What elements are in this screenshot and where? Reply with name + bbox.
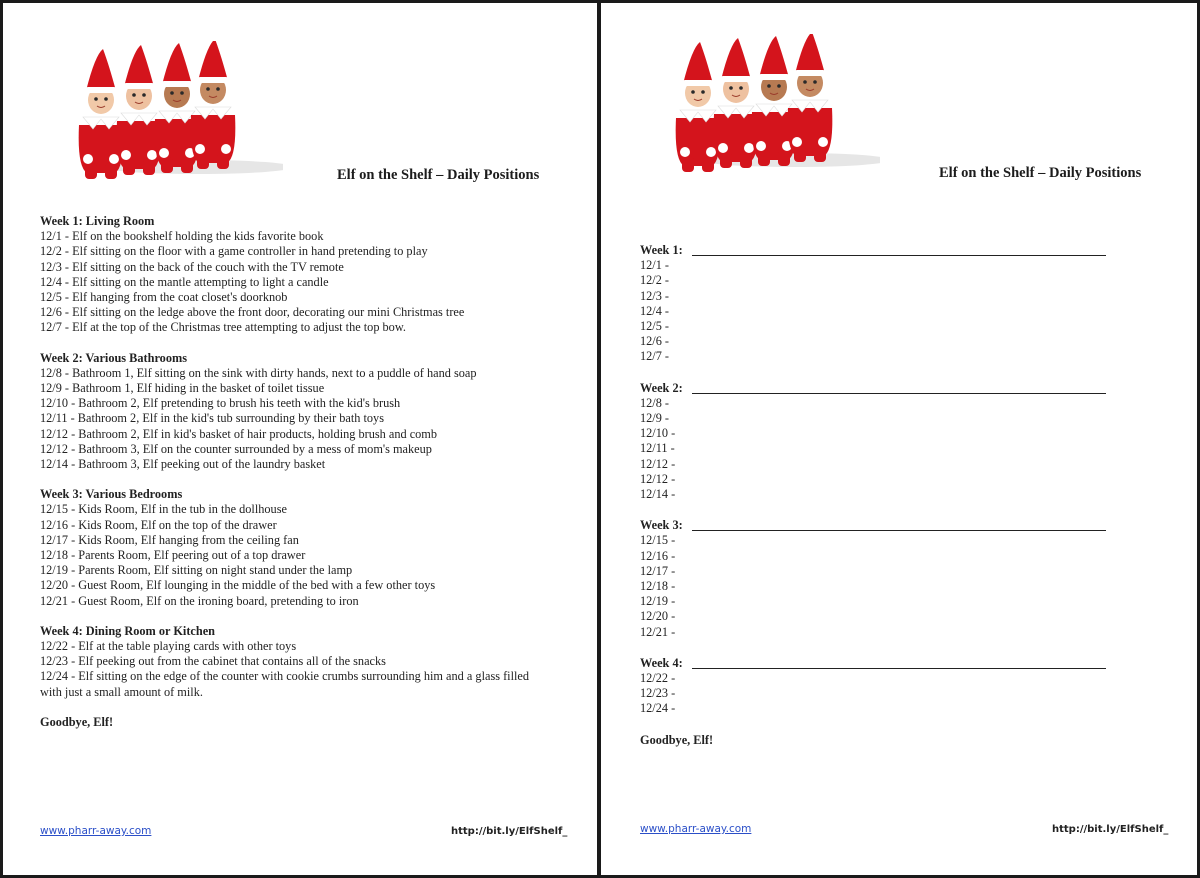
list-item: 12/17 - Kids Room, Elf hanging from the ceiling fan: [40, 532, 299, 547]
elf-hat: [759, 36, 789, 78]
week-heading: Week 3:: [640, 518, 1140, 533]
footer-website-link[interactable]: www.pharr-away.com: [40, 825, 152, 837]
elf-leg: [740, 152, 752, 168]
elf-eye: [767, 84, 771, 88]
elf-leg: [778, 150, 790, 166]
elf-eye: [142, 93, 146, 97]
elf-eye: [94, 97, 98, 101]
elf-eye: [180, 91, 184, 95]
elf-hat-brim: [161, 81, 193, 87]
closing-text: Goodbye, Elf!: [40, 714, 114, 729]
week-section: [640, 518, 1140, 640]
elf-hat-brim: [123, 83, 155, 89]
list-item: 12/4 -: [640, 303, 670, 318]
week-heading: Week 2:: [640, 381, 1140, 396]
elf-glove: [147, 150, 157, 160]
elf-leg: [794, 146, 806, 162]
elf-glove: [706, 147, 716, 157]
week-section: [40, 351, 550, 473]
elf-leg: [814, 146, 826, 162]
elves-group-image: [670, 34, 880, 176]
list-item: 12/8 - Bathroom 1, Elf sitting on the sink with dirty hands, next to a puddle of hand soap: [40, 365, 477, 380]
footer-website-link[interactable]: www.pharr-away.com: [640, 823, 752, 835]
elf-figure: [752, 36, 797, 166]
elf-eye: [701, 90, 705, 94]
elves-group-image: [73, 41, 283, 183]
list-item: 12/2 -: [640, 273, 670, 288]
elf-eye: [170, 91, 174, 95]
list-item: 12/18 -: [640, 579, 676, 594]
elf-eye: [216, 87, 220, 91]
fill-in-line[interactable]: [692, 530, 1106, 531]
list-item: 12/20 - Guest Room, Elf lounging in the middle of the bed with a few other toys: [40, 578, 436, 593]
list-item: 12/3 - Elf sitting on the back of the couch with the TV remote: [40, 259, 344, 274]
list-item: 12/2 - Elf sitting on the floor with a game controller in hand pretending to play: [40, 244, 428, 259]
elf-figure: [155, 43, 200, 173]
elf-figure: [191, 41, 236, 169]
list-item: 12/12 -: [640, 456, 676, 471]
list-item: 12/11 - Bathroom 2, Elf in the kid's tub surrounding by their bath toys: [40, 411, 384, 426]
elf-hat-brim: [758, 74, 790, 80]
elf-leg: [702, 156, 714, 172]
list-item: 12/21 -: [640, 624, 676, 639]
closing-text: Goodbye, Elf!: [640, 732, 714, 747]
list-item: 12/22 - Elf at the table playing cards with other toys: [40, 639, 297, 654]
list-item: 12/5 - Elf hanging from the coat closet's doorknob: [40, 290, 288, 305]
elf-leg: [720, 152, 732, 168]
elf-glove: [121, 150, 131, 160]
elf-leg: [758, 150, 770, 166]
footer-short-url: http://bit.ly/ElfShelf_: [1052, 824, 1169, 835]
elf-leg: [181, 157, 193, 173]
elf-glove: [792, 137, 802, 147]
elf-hat: [86, 49, 116, 91]
elf-glove: [818, 137, 828, 147]
elf-figure: [676, 42, 721, 172]
elf-leg: [682, 156, 694, 172]
fill-in-line[interactable]: [692, 668, 1106, 669]
week-section: [640, 243, 1140, 365]
list-item: 12/15 -: [640, 533, 676, 548]
fill-in-line[interactable]: [692, 393, 1106, 394]
elf-hat: [683, 42, 713, 84]
list-item: 12/6 - Elf sitting on the ledge above the front door, decorating our mini Christmas tree: [40, 305, 465, 320]
list-item: 12/12 - Bathroom 3, Elf on the counter surrounded by a mess of mom's makeup: [40, 441, 432, 456]
elf-glove: [718, 143, 728, 153]
elf-glove: [680, 147, 690, 157]
elf-leg: [197, 153, 209, 169]
elf-leg: [143, 159, 155, 175]
week-section: [40, 487, 550, 609]
positions-list: [40, 214, 550, 730]
elf-leg: [161, 157, 173, 173]
elf-leg: [85, 163, 97, 179]
list-item: 12/10 -: [640, 426, 676, 441]
elf-eye: [729, 86, 733, 90]
week-heading: Week 4: Dining Room or Kitchen: [40, 623, 216, 638]
footer-short-url: http://bit.ly/ElfShelf_: [451, 826, 568, 837]
list-item: 12/18 - Parents Room, Elf peering out of a top drawer: [40, 548, 306, 563]
elf-hat-brim: [682, 80, 714, 86]
list-item: 12/1 - Elf on the bookshelf holding the kids favorite book: [40, 229, 324, 244]
elf-hat-brim: [85, 87, 117, 93]
fill-in-line[interactable]: [692, 255, 1106, 256]
list-item: 12/14 - Bathroom 3, Elf peeking out of the laundry basket: [40, 457, 326, 472]
document-page-filled: [3, 3, 597, 875]
list-item: 12/20 -: [640, 609, 676, 624]
week-section: [40, 214, 550, 336]
list-item: 12/15 - Kids Room, Elf in the tub in the dollhouse: [40, 502, 287, 517]
elf-glove: [756, 141, 766, 151]
list-item: 12/14 -: [640, 487, 676, 502]
list-item: 12/19 - Parents Room, Elf sitting on night stand under the lamp: [40, 563, 353, 578]
elf-hat: [795, 34, 825, 74]
elf-eye: [104, 97, 108, 101]
week-section: [640, 656, 1140, 717]
list-item: 12/10 - Bathroom 2, Elf pretending to brush his teeth with the kid's brush: [40, 396, 401, 411]
list-item: 12/1 -: [640, 258, 670, 273]
list-item: 12/6 -: [640, 334, 670, 349]
list-item: 12/9 -: [640, 411, 670, 426]
list-item: 12/12 -: [640, 471, 676, 486]
list-item: 12/4 - Elf sitting on the mantle attempting to light a candle: [40, 274, 329, 289]
elf-glove: [159, 148, 169, 158]
list-item: 12/22 -: [640, 671, 676, 686]
elf-hat: [721, 38, 751, 80]
week-heading: Week 1: Living Room: [40, 214, 155, 228]
elf-hat: [162, 43, 192, 85]
elf-hat-brim: [720, 76, 752, 82]
elf-eye: [739, 86, 743, 90]
elf-eye: [691, 90, 695, 94]
list-item: 12/3 -: [640, 288, 670, 303]
list-item: 12/17 -: [640, 563, 676, 578]
list-item: 12/8 -: [640, 395, 670, 410]
elf-glove: [109, 154, 119, 164]
list-item: 12/23 -: [640, 686, 676, 701]
list-item: 12/23 - Elf peeking out from the cabinet that contains all of the snacks: [40, 654, 386, 669]
elf-figure: [714, 38, 759, 168]
elf-eye: [777, 84, 781, 88]
elf-hat-brim: [197, 77, 229, 83]
elf-hat-brim: [794, 70, 826, 76]
list-item: 12/21 - Guest Room, Elf on the ironing board, pretending to iron: [40, 593, 359, 608]
list-item: 12/12 - Bathroom 2, Elf in kid's basket of hair products, holding brush and comb: [40, 426, 438, 441]
page-title: Elf on the Shelf – Daily Positions: [939, 165, 1142, 181]
elf-glove: [744, 143, 754, 153]
blank-positions-list: [640, 243, 1140, 748]
list-item: 12/24 - Elf sitting on the edge of the counter with cookie crumbs surrounding him and a glass filled with just a small amount of milk.: [40, 669, 530, 699]
week-heading: Week 2: Various Bathrooms: [40, 350, 188, 365]
week-heading: Week 4:: [640, 656, 1140, 671]
elf-eye: [132, 93, 136, 97]
elf-hat: [198, 41, 228, 81]
list-item: 12/9 - Bathroom 1, Elf hiding in the basket of toilet tissue: [40, 381, 325, 396]
elf-leg: [217, 153, 229, 169]
list-item: 12/11 -: [640, 441, 675, 456]
elf-glove: [221, 144, 231, 154]
week-heading: Week 3: Various Bedrooms: [40, 487, 183, 502]
elf-figure: [117, 45, 162, 175]
page-title: Elf on the Shelf – Daily Positions: [337, 167, 540, 183]
list-item: 12/7 - Elf at the top of the Christmas tree attempting to adjust the top bow.: [40, 320, 406, 335]
elf-eye: [813, 80, 817, 84]
list-item: 12/5 -: [640, 319, 670, 334]
list-item: 12/16 -: [640, 548, 676, 563]
list-item: 12/7 -: [640, 349, 670, 364]
week-section: [640, 381, 1140, 503]
elf-eye: [206, 87, 210, 91]
elf-leg: [105, 163, 117, 179]
elf-leg: [123, 159, 135, 175]
list-item: 12/24 -: [640, 701, 676, 716]
elf-eye: [803, 80, 807, 84]
elf-glove: [83, 154, 93, 164]
week-section: [40, 624, 550, 700]
elf-figure: [788, 34, 833, 162]
week-heading: Week 1:: [640, 243, 1140, 258]
elf-hat: [124, 45, 154, 87]
list-item: 12/16 - Kids Room, Elf on the top of the drawer: [40, 517, 277, 532]
elf-figure: [79, 49, 124, 179]
list-item: 12/19 -: [640, 594, 676, 609]
elf-glove: [195, 144, 205, 154]
